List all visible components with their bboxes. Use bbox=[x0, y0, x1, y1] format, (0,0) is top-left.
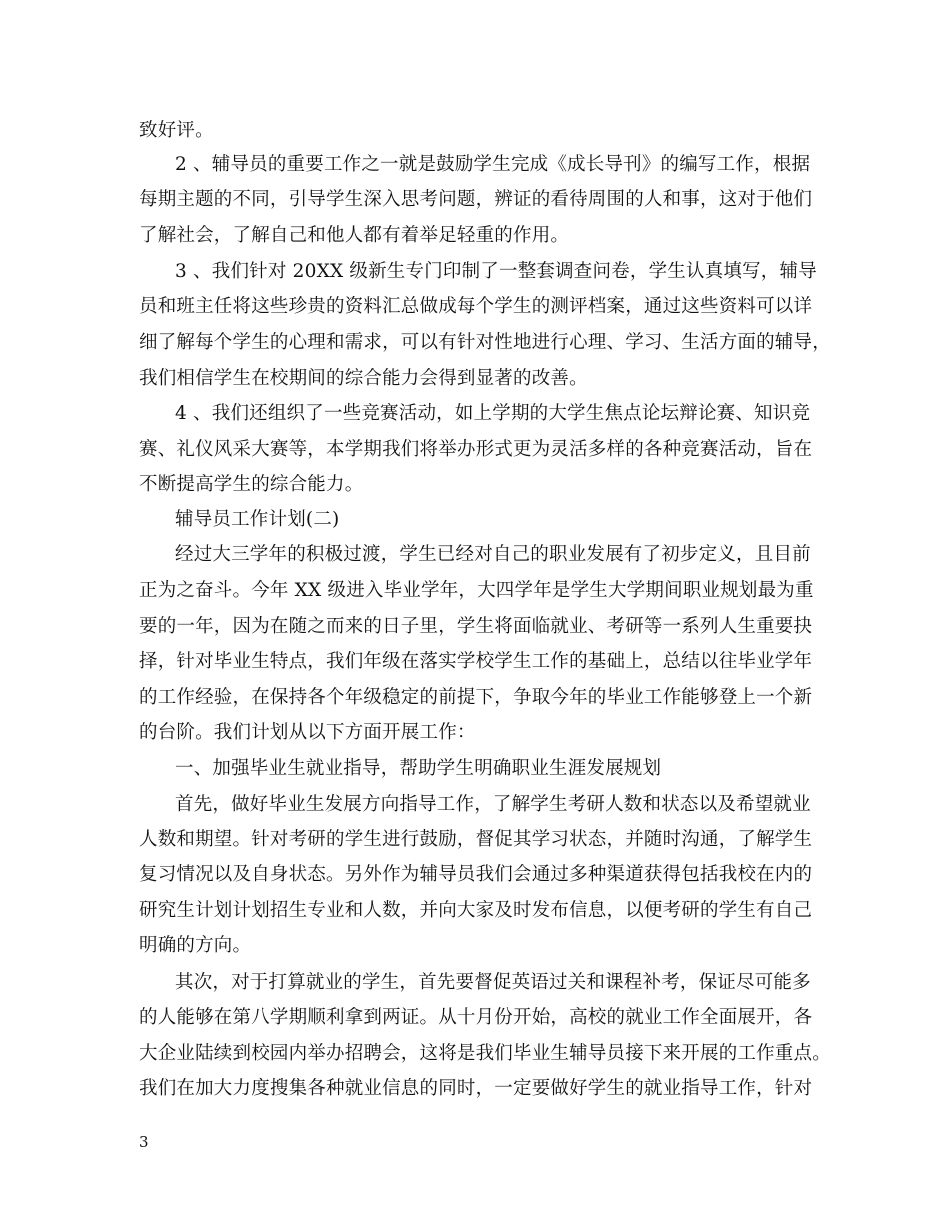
text-line: 大企业陆续到校园内举办招聘会，这将是我们毕业生辅导员接下来开展的工作重点。 bbox=[139, 1043, 831, 1064]
text-line: 研究生计划计划招生专业和人数，并向大家及时发布信息，以便考研的学生有自己 bbox=[139, 900, 813, 921]
text-line: 不断提高学生的综合能力。 bbox=[139, 474, 364, 495]
text-line: 细了解每个学生的心理和需求，可以有针对性地进行心理、学习、生活方面的辅导， bbox=[139, 332, 831, 353]
text-line: 2 、辅导员的重要工作之一就是鼓励学生完成《成长导刊》的编写工作，根据 bbox=[175, 154, 811, 175]
text-line: 4 、我们还组织了一些竞赛活动，如上学期的大学生焦点论坛辩论赛、知识竞 bbox=[175, 403, 811, 424]
text-line: 每期主题的不同，引导学生深入思考问题，辨证的看待周围的人和事，这对于他们 bbox=[139, 189, 813, 210]
text-line: 的工作经验，在保持各个年级稳定的前提下，争取今年的毕业工作能够登上一个新 bbox=[139, 687, 813, 708]
text-line: 的台阶。我们计划从以下方面开展工作： bbox=[139, 722, 476, 743]
text-line: 致好评。 bbox=[139, 120, 214, 141]
text-line: 择，针对毕业生特点，我们年级在落实学校学生工作的基础上，总结以往毕业学年 bbox=[139, 651, 813, 672]
text-line: 复习情况以及自身状态。另外作为辅导员我们会通过多种渠道获得包括我校在内的 bbox=[139, 864, 813, 885]
text-line: 要的一年，因为在随之而来的日子里，学生将面临就业、考研等一系列人生重要抉 bbox=[139, 616, 813, 637]
text-line: 首先，做好毕业生发展方向指导工作，了解学生考研人数和状态以及希望就业 bbox=[175, 794, 811, 815]
text-line: 赛、礼仪风采大赛等，本学期我们将举办形式更为灵活多样的各种竞赛活动，旨在 bbox=[139, 439, 813, 460]
text-line: 其次，对于打算就业的学生，首先要督促英语过关和课程补考，保证尽可能多 bbox=[175, 972, 811, 993]
page-number: 3 bbox=[139, 1133, 149, 1151]
text-line: 3 、我们针对 20XX 级新生专门印制了一整套调查问卷，学生认真填写，辅导 bbox=[175, 261, 817, 282]
text-line: 的人能够在第八学期顺利拿到两证。从十月份开始，高校的就业工作全面展开，各 bbox=[139, 1007, 813, 1028]
text-line: 正为之奋斗。今年 XX 级进入毕业学年，大四学年是学生大学期间职业规划最为重 bbox=[139, 580, 814, 601]
text-line: 明确的方向。 bbox=[139, 935, 252, 956]
text-line: 了解社会，了解自己和他人都有着举足轻重的作用。 bbox=[139, 225, 570, 246]
text-line: 我们相信学生在校期间的综合能力会得到显著的改善。 bbox=[139, 368, 588, 389]
text-line: 我们在加大力度搜集各种就业信息的同时，一定要做好学生的就业指导工作，针对 bbox=[139, 1078, 813, 1099]
text-line: 经过大三学年的积极过渡，学生已经对自己的职业发展有了初步定义，且目前 bbox=[175, 544, 811, 565]
section-heading: 一、加强毕业生就业指导，帮助学生明确职业生涯发展规划 bbox=[175, 758, 662, 779]
text-line: 人数和期望。针对考研的学生进行鼓励，督促其学习状态，并随时沟通，了解学生 bbox=[139, 829, 813, 850]
section-title: 辅导员工作计划(二) bbox=[175, 509, 340, 530]
text-line: 员和班主任将这些珍贵的资料汇总做成每个学生的测评档案，通过这些资料可以详 bbox=[139, 296, 813, 317]
